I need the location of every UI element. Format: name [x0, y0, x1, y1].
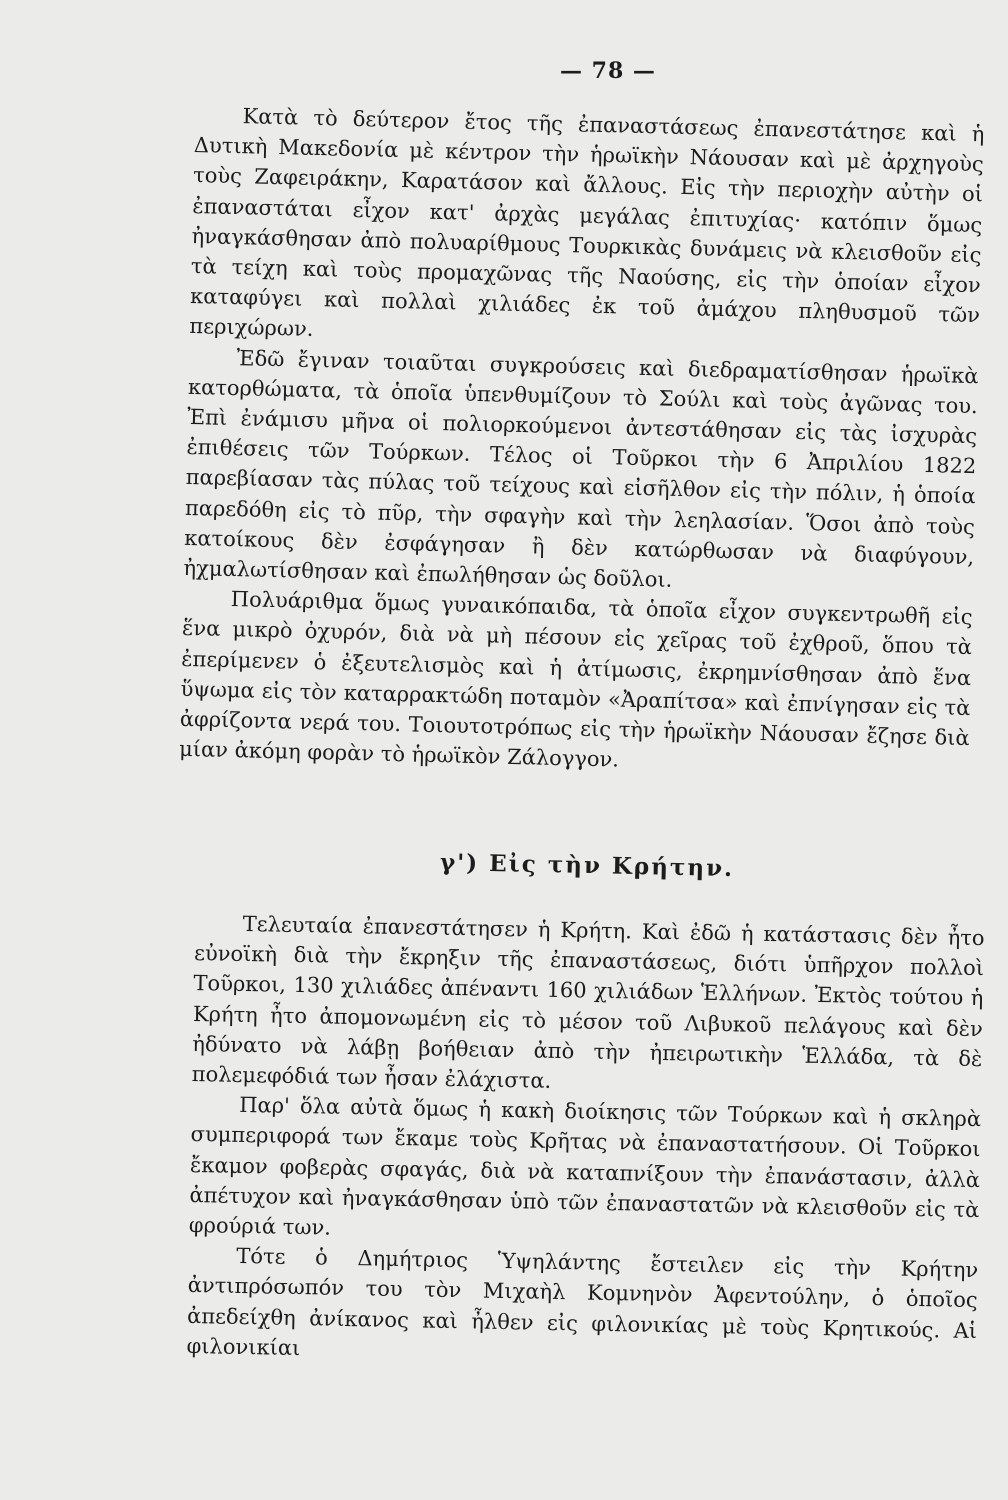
paragraph: Παρ' ὅλα αὐτὰ ὅμως ἡ κακὴ διοίκησις τῶν Τούρκων καὶ ἡ σκληρὰ συμπεριφορά των ἔκαμε τοὺς Κρῆτας νὰ ἐπαναστατήσουν. Οἱ Τοῦρκοι ἔκαμον φοβερὰς σφαγάς, διὰ νὰ καταπνίξουν τὴν ἐπανάστασιν, ἀλλὰ ἀπέτυχον καὶ ἠναγκάσθησαν ὑπὸ τῶν ἐπαναστατῶν νὰ κλεισθοῦν εἰς τὰ φρούριά των.	[188, 1093, 982, 1240]
paragraph: Τελευταία ἐπανεστάτησεν ἡ Κρήτη. Καὶ ἐδῶ ἡ κατάστασις δὲν ἦτο εὐνοϊκὴ διὰ τὴν ἔκρηξιν τῆς ἐπαναστάσεως, διότι ὑπῆρχον πολλοὶ Τοῦρκοι, 130 χιλιάδες ἀπέναντι 160 χιλιάδων Ἑλλήνων. Ἐκτὸς τούτου ἡ Κρήτη ἦτο ἀπομονωμένη εἰς τὸ μέσον τοῦ Λιβυκοῦ πελάγους καὶ δὲν ἠδύνατο νὰ λάβῃ βοήθειαν ἀπὸ τὴν ἠπειρωτικὴν Ἑλλάδα, τὰ δὲ πολεμεφόδιά των ἦσαν ἐλάχιστα.	[191, 911, 985, 1093]
page-number: — 78 —	[560, 58, 656, 84]
section-heading-crete: γ') Εἰς τὴν Κρήτην.	[439, 848, 735, 883]
section-crete-text	[186, 908, 985, 1376]
paragraph: Κατὰ τὸ δεύτερον ἔτος τῆς ἐπαναστάσεως ἐπανεστάτησε καὶ ἡ Δυτικὴ Μακεδονία μὲ κέντρον τὴν ἡρωϊκὴν Νάουσαν καὶ μὲ ἀρχηγοὺς τοὺς Ζαφειράκην, Καρατάσον καὶ ἄλλους. Εἰς τὴν περιοχὴν αὐτὴν οἱ ἐπαναστάται εἶχον κατ' ἀρχὰς μεγάλας ἐπιτυχίας· κατόπιν ὅμως ἠναγκάσθησαν ἀπὸ πολυαρίθμους Τουρκικὰς δυνάμεις νὰ κλεισθοῦν εἰς τὰ τείχη καὶ τοὺς προμαχῶνας τῆς Ναούσης, εἰς τὴν ὁποίαν εἶχον καταφύγει καὶ πολλαὶ χιλιάδες ἐκ τοῦ ἀμάχου πληθυσμοῦ τῶν περιχώρων.	[189, 104, 985, 342]
paragraph: Τότε ὁ Δημήτριος Ὑψηλάντης ἔστειλεν εἰς τὴν Κρήτην ἀντιπρόσωπόν του τὸν Μιχαὴλ Κομνηνὸν Ἀφεντούλην, ὁ ὁποῖος ἀπεδείχθη ἀνίκανος καὶ ἦλθεν εἰς φιλονικίας μὲ τοὺς Κρητικούς. Αἱ φιλονικίαι	[186, 1244, 979, 1360]
section-naousa-text	[179, 100, 985, 784]
paragraph: Πολυάριθμα ὅμως γυναικόπαιδα, τὰ ὁποῖα εἶχον συγκεντρωθῆ εἰς ἕνα μικρὸ ὀχυρόν, διὰ νὰ μὴ πέσουν εἰς χεῖρας τοῦ ἐχθροῦ, ὅπου τὰ ἐπερίμενεν ὁ ἐξευτελισμὸς καὶ ἡ ἀτίμωσις, ἐκρημνίσθησαν ἀπὸ ἕνα ὕψωμα εἰς τὸν καταρρακτώδη ποταμὸν «Ἀραπίτσα» καὶ ἐπνίγησαν εἰς τὰ ἀφρίζοντα νερά του. Τοιουτοτρόπως εἰς τὴν ἡρωϊκὴν Νάουσαν ἔζησε διὰ μίαν ἀκόμη φορὰν τὸ ἡρωϊκὸν Ζάλογγον.	[178, 587, 973, 772]
paragraph: Ἐδῶ ἔγιναν τοιαῦται συγκρούσεις καὶ διεδραματίσθησαν ἡρωϊκὰ κατορθώματα, τὰ ὁποῖα ὑπενθυμίζουν τὸ Σούλι καὶ τοὺς ἀγῶνας του. Ἐπὶ ἐνάμισυ μῆνα οἱ πολιορκούμενοι ἀντεστάθησαν εἰς τὰς ἰσχυρὰς ἐπιθέσεις τῶν Τούρκων. Τέλος οἱ Τοῦρκοι τὴν 6 Ἀπριλίου 1822 παρεβίασαν τὰς πύλας τοῦ τείχους καὶ εἰσῆλθον εἰς τὴν πόλιν, ἡ ὁποία παρεδόθη εἰς τὸ πῦρ, τὴν σφαγὴν καὶ τὴν λεηλασίαν. Ὅσοι ἀπὸ τοὺς κατοίκους δὲν ἐσφάγησαν ἢ δὲν κατώρθωσαν νὰ διαφύγουν, ἠχμαλωτίσθησαν καὶ ἐπωλήθησαν ὡς δοῦλοι.	[183, 345, 979, 592]
